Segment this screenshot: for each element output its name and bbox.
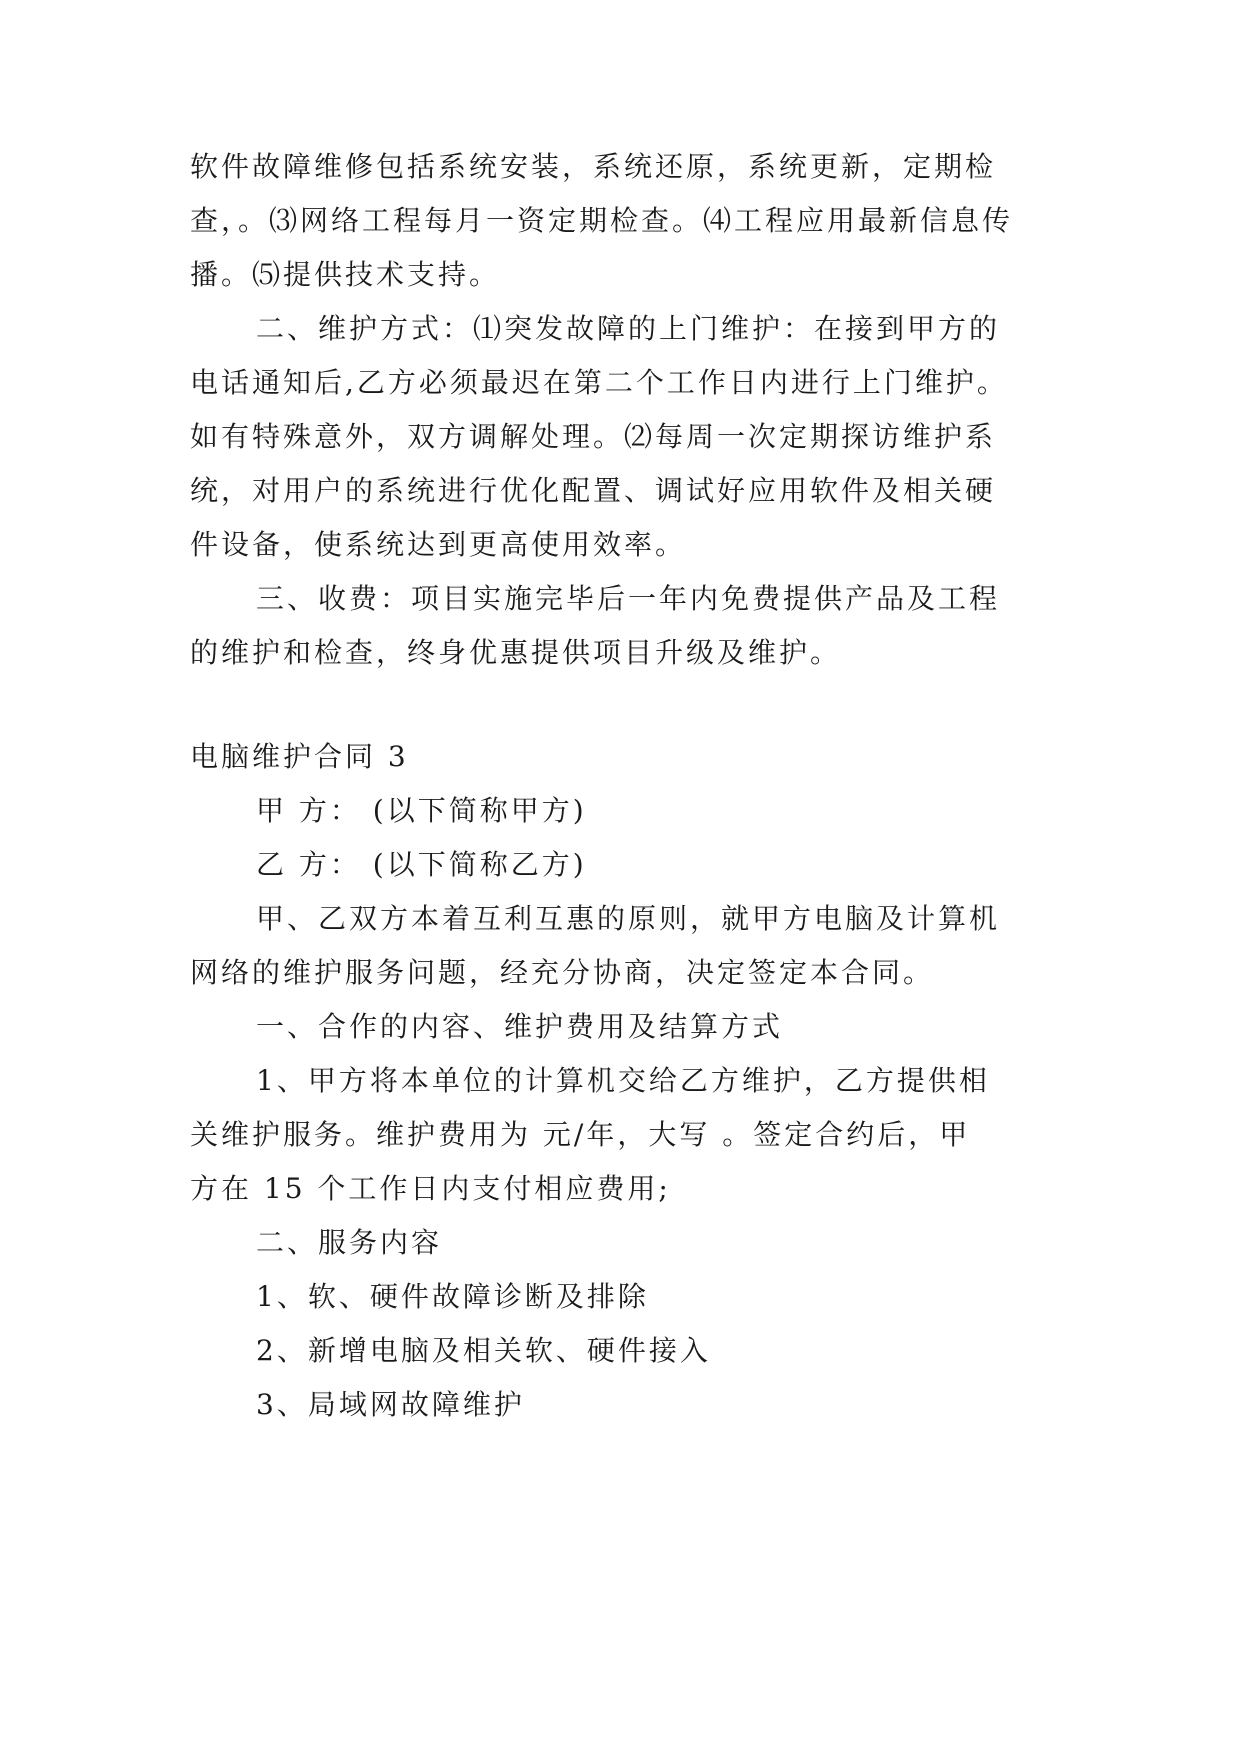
clause1-line-3: 方在 15 个工作日内支付相应费用; (190, 1172, 671, 1205)
para1-line-3: 播。⑸提供技术支持。 (190, 258, 501, 291)
heading-cooperation: 一、合作的内容、维护费用及结算方式 (256, 1010, 784, 1043)
intro-line-1: 甲、乙双方本着互利互惠的原则，就甲方电脑及计算机 (256, 902, 1001, 935)
para1-line-1: 软件故障维修包括系统安装，系统还原，系统更新，定期检 (190, 150, 997, 183)
para2-line-2: 电话通知后,乙方必须最迟在第二个工作日内进行上门维护。 (190, 366, 1008, 399)
section-title: 电脑维护合同 3 (190, 740, 409, 773)
party-b: 乙 方： (以下简称乙方) (256, 848, 587, 881)
para2-line-1: 二、维护方式：⑴突发故障的上门维护：在接到甲方的 (256, 312, 1001, 345)
service-item: 3、局域网故障维护 (256, 1388, 525, 1421)
party-a: 甲 方： (以下简称甲方) (256, 794, 587, 827)
clause1-line-2: 关维护服务。维护费用为 元/年，大写 。签定合约后，甲 (190, 1118, 971, 1151)
service-item: 1、软、硬件故障诊断及排除 (256, 1280, 649, 1313)
clause1-line-1: 1、甲方将本单位的计算机交给乙方维护，乙方提供相 (256, 1064, 990, 1097)
heading-service-content: 二、服务内容 (256, 1226, 443, 1259)
service-item: 2、新增电脑及相关软、硬件接入 (256, 1334, 711, 1367)
para2-line-3: 如有特殊意外，双方调解处理。⑵每周一次定期探访维护系 (190, 420, 997, 453)
para1-line-2: 查，。⑶网络工程每月一资定期检查。⑷工程应用最新信息传 (190, 204, 1014, 237)
para3-line-1: 三、收费：项目实施完毕后一年内免费提供产品及工程 (256, 582, 1001, 615)
para2-line-5: 件设备，使系统达到更高使用效率。 (190, 528, 687, 561)
intro-line-2: 网络的维护服务问题，经充分协商，决定签定本合同。 (190, 956, 935, 989)
para3-line-2: 的维护和检查，终身优惠提供项目升级及维护。 (190, 636, 842, 669)
para2-line-4: 统，对用户的系统进行优化配置、调试好应用软件及相关硬 (190, 474, 997, 507)
